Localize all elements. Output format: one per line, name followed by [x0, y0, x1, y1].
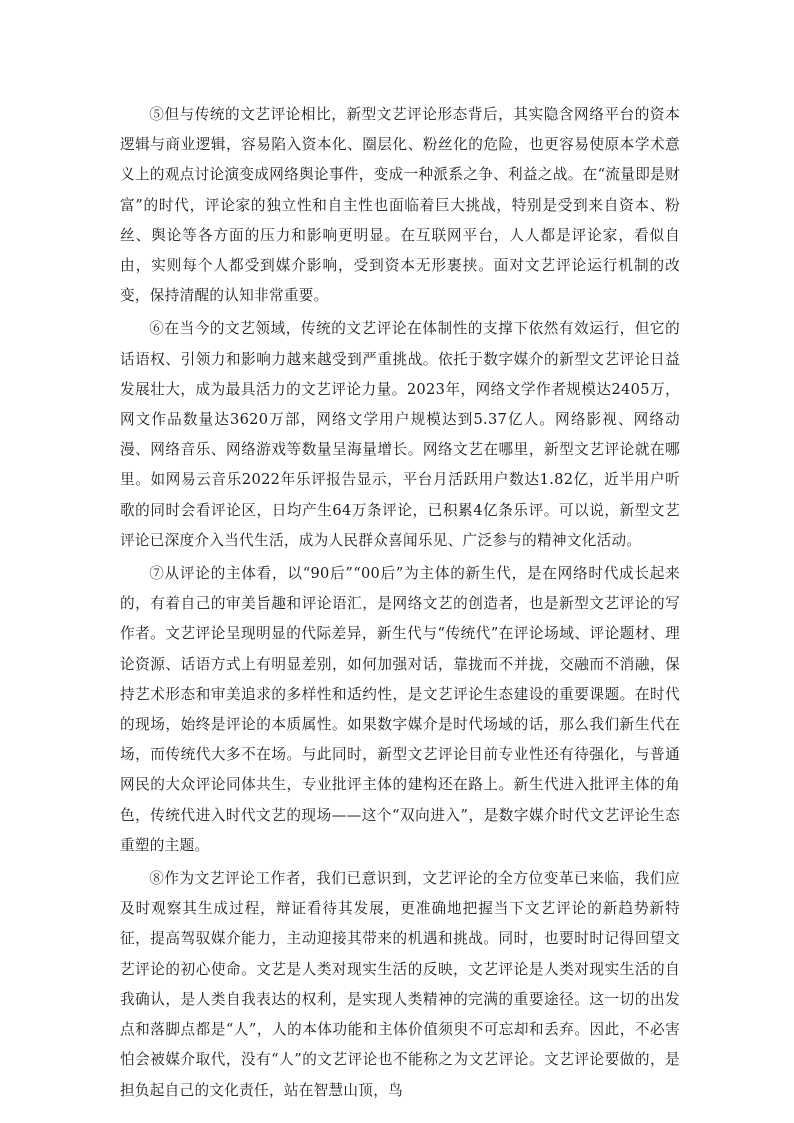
paragraph-8: ⑧作为文艺评论工作者，我们已意识到，文艺评论的全方位变革已来临，我们应及时观察其生成过程，辩证看待其发展，更准确地把握当下文艺评论的新趋势新特征，提高驾驭媒介能力，主动迎接其带来的机遇和挑战。同时，也要时时记得回望文艺评论的初心使命。文艺是人类对现实生活的反映，文艺评论是人类对现实生活的自我确认，是人类自我表达的权利，是实现人类精神的完满的重要途径。这一切的出发点和落脚点都是“人”，人的本体功能和主体价值须臾不可忘却和丢弃。因此，不必害怕会被媒介取代，没有“人”的文艺评论也不能称之为文艺评论。文艺评论要做的，是担负起自己的文化责任，站在智慧山顶，鸟: [120, 870, 680, 1099]
document-page: [120, 100, 680, 1109]
paragraph-5: ⑤但与传统的文艺评论相比，新型文艺评论形态背后，其实隐含网络平台的资本逻辑与商业逻辑，容易陷入资本化、圈层化、粉丝化的危险，也更容易使原本学术意义上的观点讨论演变成网络舆论事件，变成一种派系之争、利益之战。在“流量即是财富”的时代，评论家的独立性和自主性也面临着巨大挑战，特别是受到来自资本、粉丝、舆论等各方面的压力和影响更明显。在互联网平台，人人都是评论家，看似自由，实则每个人都受到媒介影响，受到资本无形裹挟。面对文艺评论运行机制的改变，保持清醒的认知非常重要。: [120, 106, 680, 305]
paragraph-6: ⑥在当今的文艺领域，传统的文艺评论在体制性的支撑下依然有效运行，但它的话语权、引领力和影响力越来越受到严重挑战。依托于数字媒介的新型文艺评论日益发展壮大，成为最具活力的文艺评论力量。2023年，网络文学作者规模达2405万，网文作品数量达3620万部，网络文学用户规模达到5.37亿人。网络影视、网络动漫、网络音乐、网络游戏等数量呈海量增长。网络文艺在哪里，新型文艺评论就在哪里。如网易云音乐2022年乐评报告显示，平台月活跃用户数达1.82亿，近半用户听歌的同时会看评论区，日均产生64万条评论，已积累4亿条乐评。可以说，新型文艺评论已深度介入当代生活，成为人民群众喜闻乐见、广泛参与的精神文化活动。: [120, 320, 680, 549]
paragraph-7: ⑦从评论的主体看，以“90后”“00后”为主体的新生代，是在网络时代成长起来的，有着自己的审美旨趣和评论语汇，是网络文艺的创造者，也是新型文艺评论的写作者。文艺评论呈现明显的代际差异，新生代与“传统代”在评论场域、评论题材、理论资源、话语方式上有明显差别，如何加强对话，靠拢而不并拢，交融而不消融，保持艺术形态和审美追求的多样性和适约性，是文艺评论生态建设的重要课题。在时代的现场，始终是评论的本质属性。如果数字媒介是时代场域的话，那么我们新生代在场，而传统代大多不在场。与此同时，新型文艺评论目前专业性还有待强化，与普通网民的大众评论同体共生，专业批评主体的建构还在路上。新生代进入批评主体的角色，传统代进入时代文艺的现场——这个“双向进入”，是数字媒介时代文艺评论生态重塑的主题。: [120, 565, 680, 854]
